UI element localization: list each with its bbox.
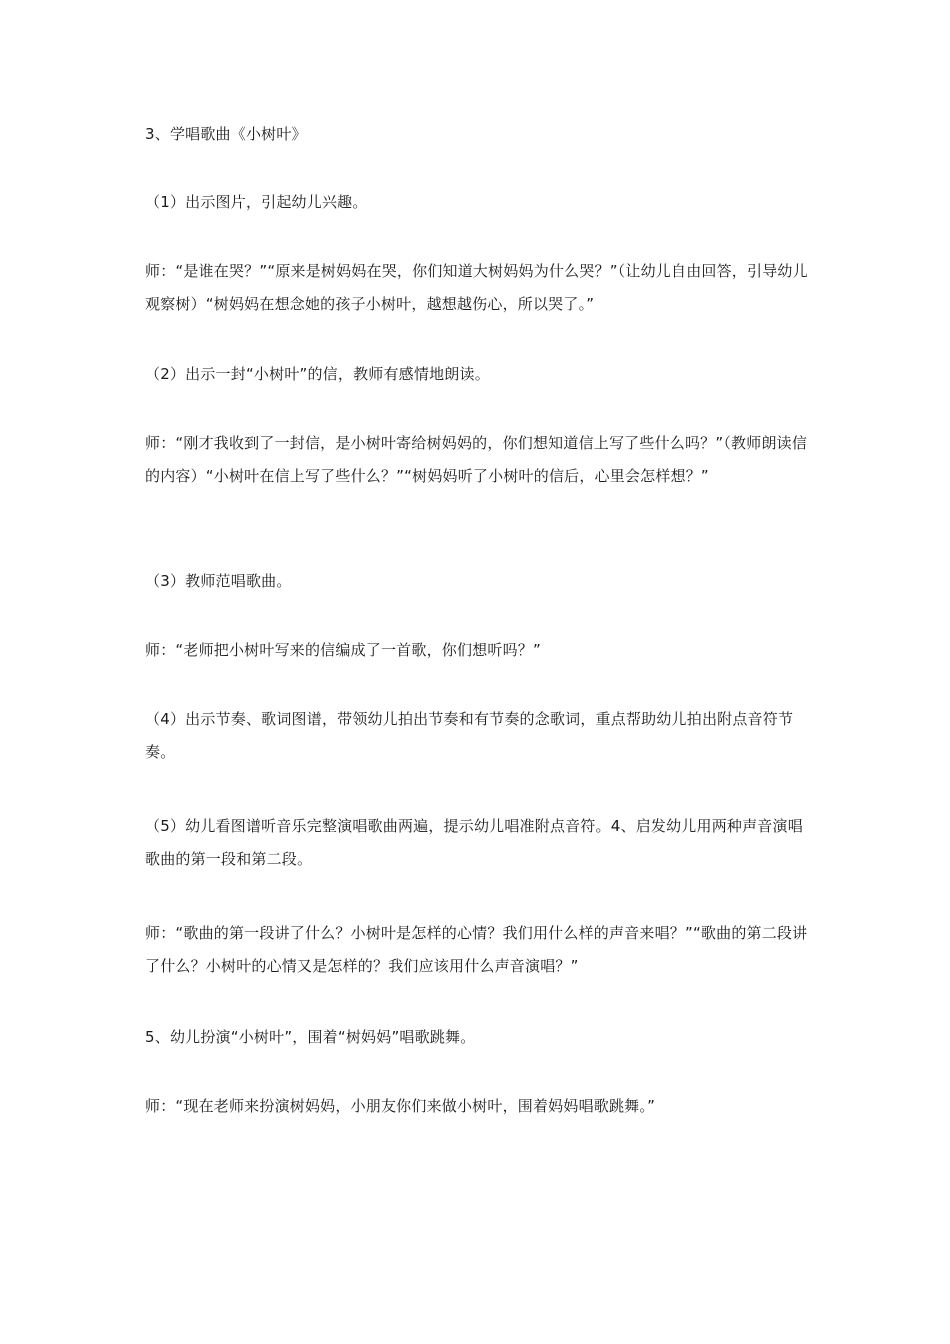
paragraph-teacher-dialogue-2: 师：“刚才我收到了一封信，是小树叶寄给树妈妈的，你们想知道信上写了些什么吗？”（教师朗读信的内容）“小树叶在信上写了些什么？”“树妈妈听了小树叶的信后，心里会怎样想？” (145, 434, 808, 485)
paragraph-teacher-dialogue-3: 师：“老师把小树叶写来的信编成了一首歌，你们想听吗？” (145, 641, 541, 659)
paragraph-step-4: （4）出示节奏、歌词图谱，带领幼儿拍出节奏和有节奏的念歌词，重点帮助幼儿拍出附点音符节奏。 (145, 710, 794, 761)
paragraph-teacher-dialogue-1: 师：“是谁在哭？”“原来是树妈妈在哭，你们知道大树妈妈为什么哭？”（让幼儿自由回答，引导幼儿观察树）“树妈妈在想念她的孩子小树叶，越想越伤心，所以哭了。” (145, 262, 808, 313)
paragraph-step-3: （3）教师范唱歌曲。 (145, 572, 292, 590)
paragraph-teacher-dialogue-4: 师：“歌曲的第一段讲了什么？小树叶是怎样的心情？我们用什么样的声音来唱？”“歌曲的第二段讲了什么？小树叶的心情又是怎样的？我们应该用什么声音演唱？” (145, 924, 808, 975)
paragraph-step-5: （5）幼儿看图谱听音乐完整演唱歌曲两遍，提示幼儿唱准附点音符。4、启发幼儿用两种声音演唱歌曲的第一段和第二段。 (145, 817, 803, 868)
paragraph-step-2: （2）出示一封“小树叶”的信，教师有感情地朗读。 (145, 365, 490, 383)
heading-section-3: 3、学唱歌曲《小树叶》 (145, 125, 307, 143)
paragraph-step-1: （1）出示图片，引起幼儿兴趣。 (145, 193, 368, 211)
paragraph-teacher-dialogue-5: 师：“现在老师来扮演树妈妈，小朋友你们来做小树叶，围着妈妈唱歌跳舞。” (145, 1097, 656, 1115)
heading-section-5: 5、幼儿扮演“小树叶”，围着“树妈妈”唱歌跳舞。 (145, 1028, 476, 1046)
